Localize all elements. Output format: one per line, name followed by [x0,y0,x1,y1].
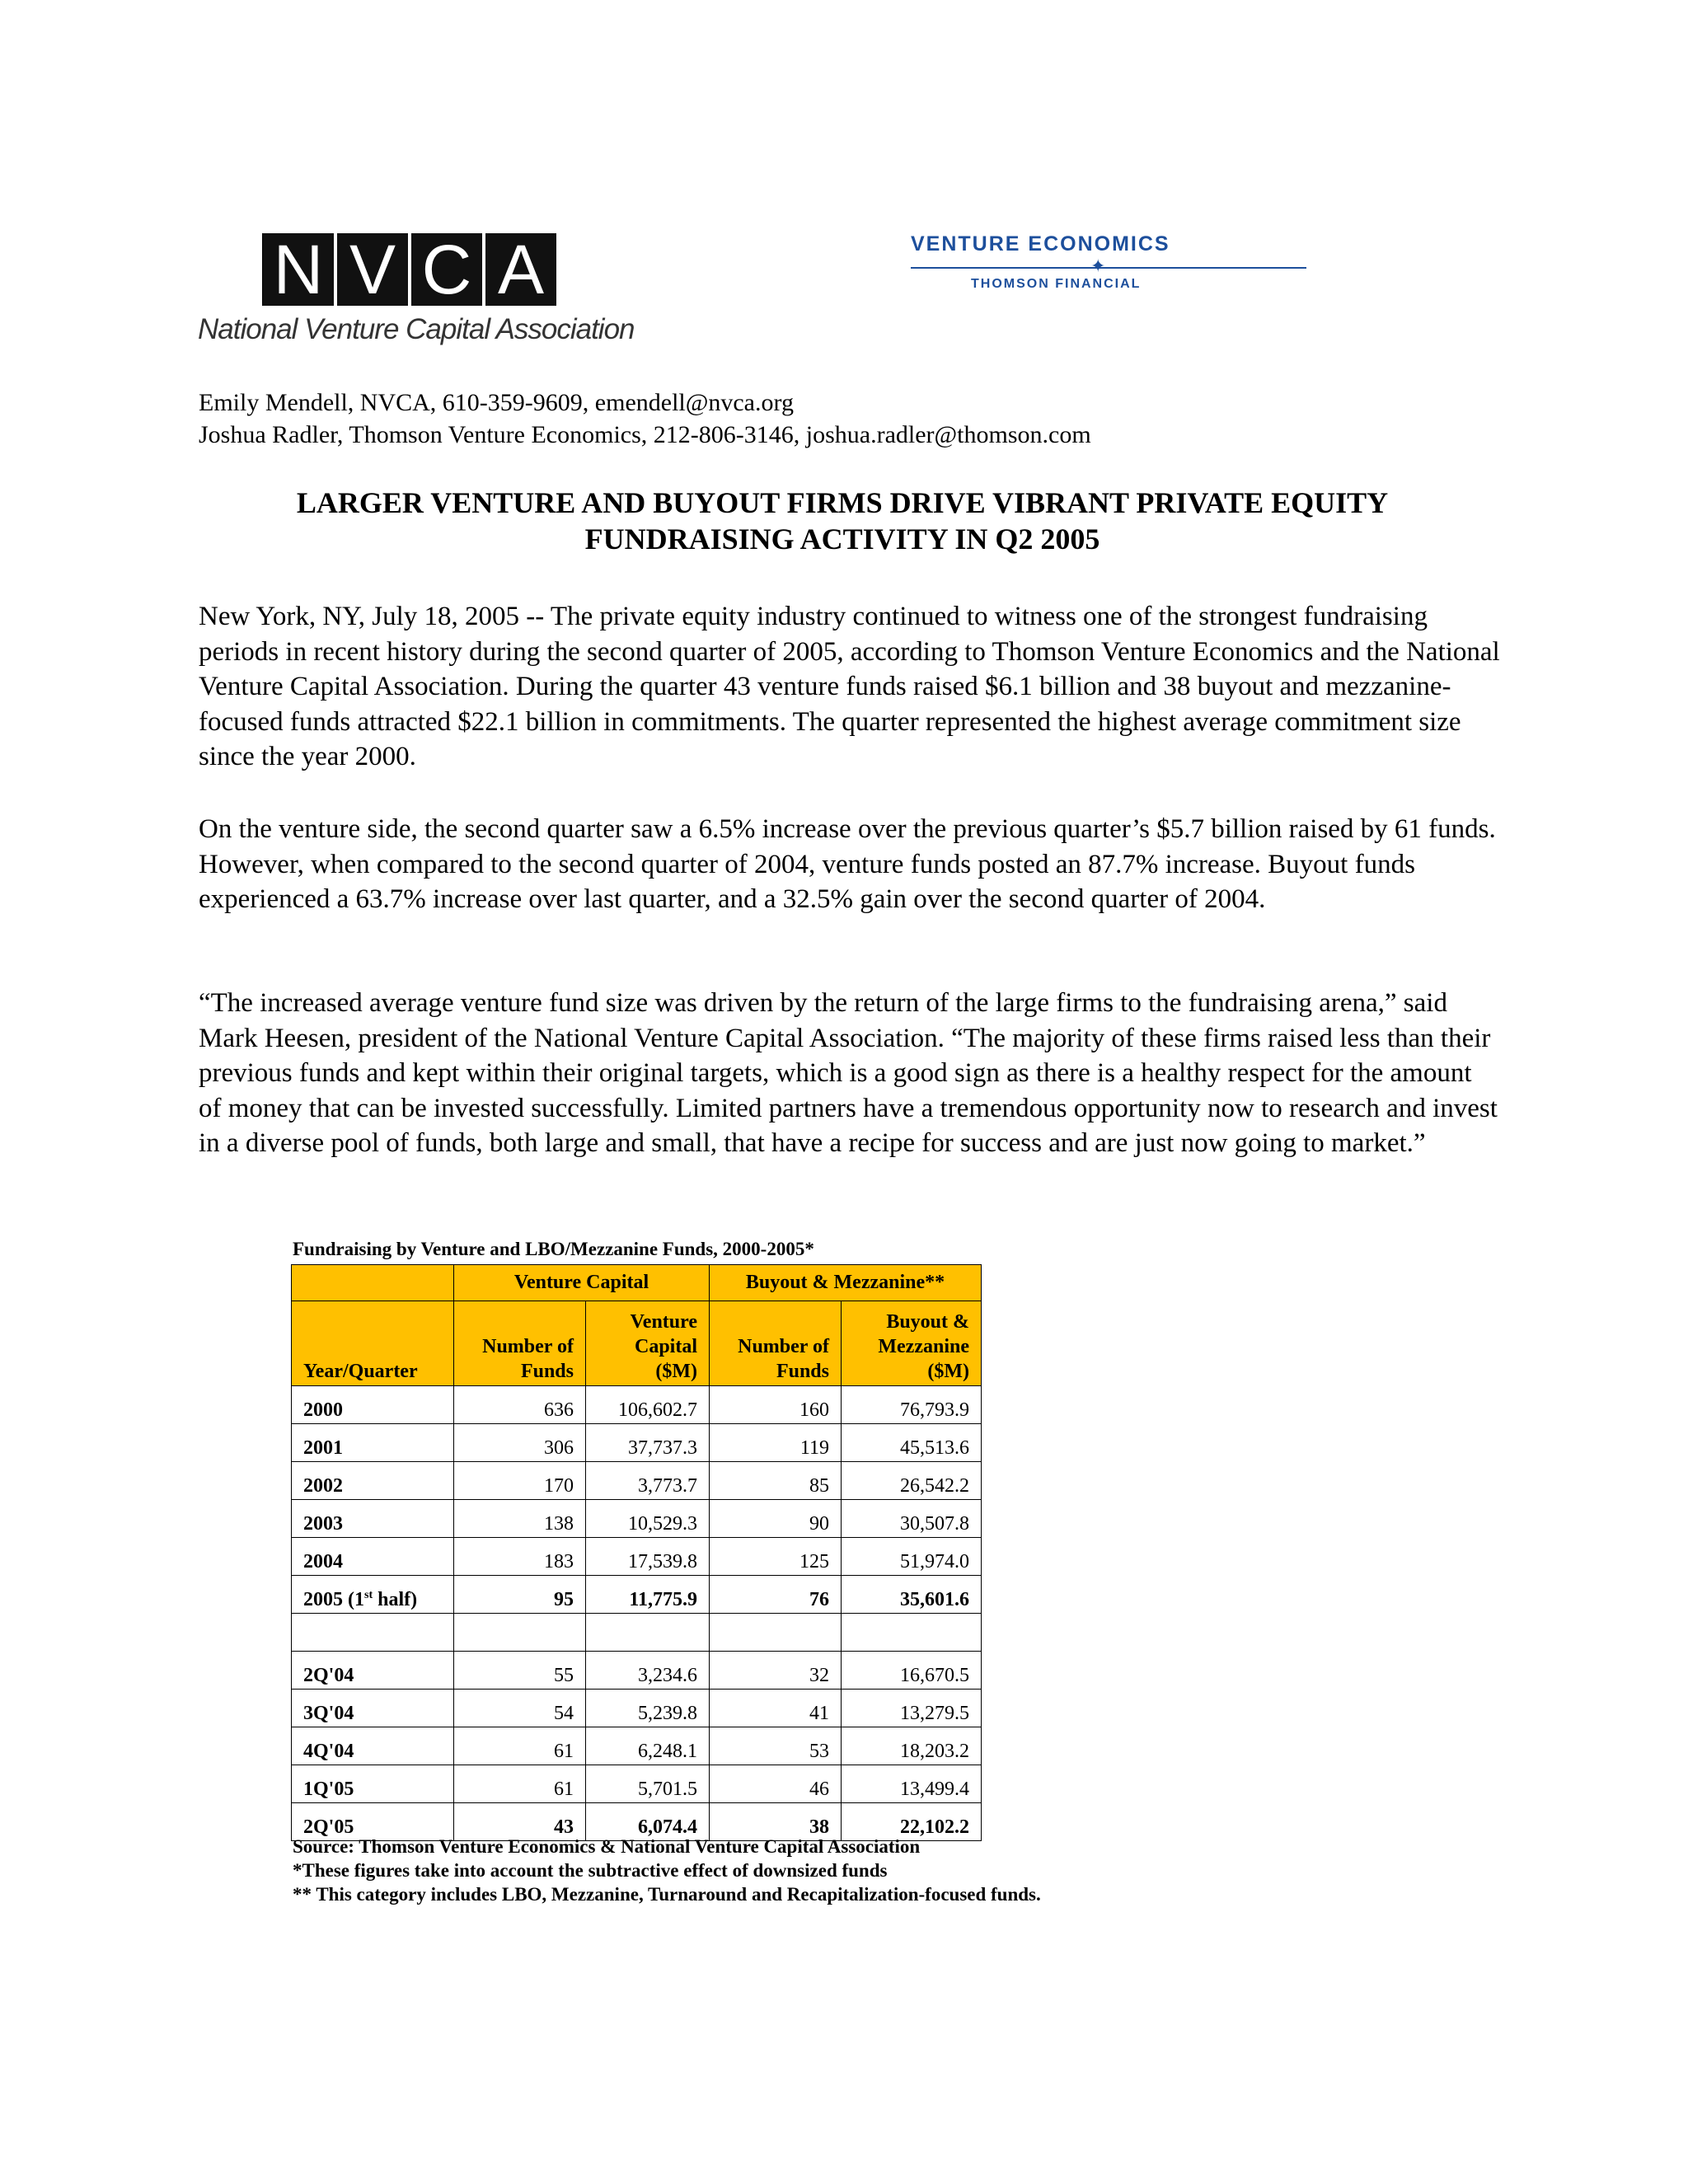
cell-vc-amount: 5,701.5 [586,1765,710,1803]
ve-logo-subtitle: THOMSON FINANCIAL [971,277,1142,291]
row-label [292,1576,454,1614]
cell-vc-amount: 37,737.3 [586,1424,710,1462]
cell-bo-amount: 16,670.5 [842,1652,982,1690]
cell-vc-funds: 636 [454,1386,586,1424]
cell-bo-amount: 18,203.2 [842,1727,982,1765]
spacer-cell [710,1614,842,1652]
row-label-part: half) [373,1589,418,1610]
cell-bo-amount: 22,102.2 [842,1803,982,1841]
header-line: Mezzanine [878,1336,969,1357]
row-label-part: 2005 (1 [303,1589,364,1610]
column-header-bo-amount [842,1301,982,1386]
source-note: Source: Thomson Venture Economics & National Venture Capital Association [293,1836,921,1857]
cell-bo-funds: 85 [710,1462,842,1500]
table-group-header-row [292,1265,982,1301]
table-row [292,1462,982,1500]
header-line: ($M) [927,1361,969,1382]
table-row [292,1500,982,1538]
spacer-cell [842,1614,982,1652]
media-contacts [199,387,1091,451]
table-row [292,1424,982,1462]
column-header-vc-funds [454,1301,586,1386]
body-paragraph: “The increased average venture fund size was driven by the return of the large firms to the fundraising arena,” said Mark Heesen, president of the National Venture Capital Association. “The majority of these firms raised less than their previous funds and kept within their original targets, which is a good sign as there is a healthy respect for the amount of money that can be invested successfully. Limited partners have a tremendous opportunity now to research and invest in a diverse pool of funds, both large and small, that have a recipe for success and are just now going to market.” [199,988,1498,1158]
footnote: ** This category includes LBO, Mezzanine, Turnaround and Recapitalization-focused funds. [293,1884,1041,1905]
venture-economics-logo [907,232,1311,298]
header-line: Buyout & [886,1311,969,1333]
row-label: 3Q'04 [292,1690,454,1727]
nvca-logo [198,231,635,354]
table-row [292,1727,982,1765]
headline-line: LARGER VENTURE AND BUYOUT FIRMS DRIVE VIBRANT PRIVATE EQUITY [296,486,1389,519]
header-blank-cell [292,1265,454,1301]
cell-vc-funds: 306 [454,1424,586,1462]
cell-vc-funds: 54 [454,1690,586,1727]
ve-logo-title: VENTURE ECONOMICS [911,232,1170,255]
nvca-full-name: National Venture Capital Association [198,313,635,345]
cell-vc-amount: 17,539.8 [586,1538,710,1576]
cell-vc-funds: 55 [454,1652,586,1690]
row-label: 4Q'04 [292,1727,454,1765]
headline-line: FUNDRAISING ACTIVITY IN Q2 2005 [584,523,1100,555]
header-line: Funds [776,1361,829,1382]
table-column-header-row [292,1301,982,1386]
cell-bo-funds: 90 [710,1500,842,1538]
cell-bo-amount: 51,974.0 [842,1538,982,1576]
cell-vc-amount: 11,775.9 [586,1576,710,1614]
cell-bo-amount: 30,507.8 [842,1500,982,1538]
column-header-bo-funds [710,1301,842,1386]
table-row [292,1652,982,1690]
nvca-letter-n: N [263,233,337,306]
header-line: Number of [482,1336,574,1357]
cell-bo-amount: 76,793.9 [842,1386,982,1424]
cell-bo-funds: 160 [710,1386,842,1424]
column-header-year-quarter: Year/Quarter [292,1301,454,1386]
header-line: Funds [520,1361,574,1382]
cell-vc-amount: 3,773.7 [586,1462,710,1500]
cell-bo-funds: 46 [710,1765,842,1803]
cell-vc-amount: 3,234.6 [586,1652,710,1690]
table-row-half-year [292,1576,982,1614]
cell-vc-funds: 43 [454,1803,586,1841]
body-paragraph: On the venture side, the second quarter saw a 6.5% increase over the previous quarter’s $5.7 billion raised by 61 funds. However, when compared to the second quarter of 2004, venture funds posted an 87.7% increase. Buyout funds experienced a 63.7% increase over last quarter, and a 32.5% gain over the second quarter of 2004. [199,814,1496,914]
table-row [292,1690,982,1727]
cell-bo-funds: 32 [710,1652,842,1690]
row-label: 2Q'04 [292,1652,454,1690]
cell-bo-amount: 13,279.5 [842,1690,982,1727]
cell-vc-amount: 106,602.7 [586,1386,710,1424]
cell-vc-funds: 61 [454,1765,586,1803]
header-line: ($M) [655,1361,697,1382]
column-header-vc-amount [586,1301,710,1386]
table-row [292,1538,982,1576]
contact-line: Joshua Radler, Thomson Venture Economics, 212-806-3146, joshua.radler@thomson.com [199,421,1091,448]
group-header-buyout-mezzanine: Buyout & Mezzanine** [710,1265,982,1301]
cell-vc-amount: 10,529.3 [586,1500,710,1538]
header-line: Number of [738,1336,829,1357]
ve-logo-rule [911,267,1306,269]
nvca-letter-c: C [411,233,485,306]
footnote: *These figures take into account the subtractive effect of downsized funds [293,1860,888,1881]
table-title: Fundraising by Venture and LBO/Mezzanine Funds, 2000-2005* [293,1239,814,1259]
cell-bo-funds: 53 [710,1727,842,1765]
row-label-superscript: st [364,1589,373,1601]
spacer-cell [454,1614,586,1652]
cell-vc-amount: 5,239.8 [586,1690,710,1727]
cell-bo-funds: 125 [710,1538,842,1576]
row-label: 2003 [292,1500,454,1538]
spacer-cell [292,1614,454,1652]
table-footnotes [293,1835,1041,1906]
nvca-letter-v: V [337,233,411,306]
cell-vc-funds: 61 [454,1727,586,1765]
group-header-venture-capital: Venture Capital [454,1265,710,1301]
cell-vc-amount: 6,074.4 [586,1803,710,1841]
nvca-letter-a: A [485,233,556,306]
row-label: 2000 [292,1386,454,1424]
table-row [292,1386,982,1424]
row-label: 2001 [292,1424,454,1462]
body-paragraph: New York, NY, July 18, 2005 -- The private equity industry continued to witness one of the strongest fundraising periods in recent history during the second quarter of 2005, according to Thomson Venture Economics and the National Venture Capital Association. During the quarter 43 venture funds raised $6.1 billion and 38 buyout and mezzanine-focused funds attracted $22.1 billion in commitments. The quarter represented the highest average commitment size since the year 2000. [199,602,1500,771]
row-label: 2Q'05 [292,1803,454,1841]
row-label: 2002 [292,1462,454,1500]
header-line: Capital [634,1336,697,1357]
cell-bo-amount: 26,542.2 [842,1462,982,1500]
headline [199,485,1486,557]
fundraising-table [291,1264,982,1841]
cell-bo-amount: 45,513.6 [842,1424,982,1462]
row-label: 1Q'05 [292,1765,454,1803]
cell-vc-funds: 138 [454,1500,586,1538]
cell-vc-funds: 95 [454,1576,586,1614]
cell-vc-funds: 170 [454,1462,586,1500]
spacer-cell [586,1614,710,1652]
header-line: Venture [630,1311,697,1333]
nvca-letter-boxes [262,233,556,306]
cell-bo-funds: 76 [710,1576,842,1614]
cell-bo-amount: 35,601.6 [842,1576,982,1614]
cell-bo-funds: 41 [710,1690,842,1727]
cell-vc-amount: 6,248.1 [586,1727,710,1765]
star-icon: ✦ [1090,256,1106,277]
contact-line: Emily Mendell, NVCA, 610-359-9609, emendell@nvca.org [199,389,794,416]
table-row [292,1765,982,1803]
cell-vc-funds: 183 [454,1538,586,1576]
table-spacer-row [292,1614,982,1652]
cell-bo-funds: 38 [710,1803,842,1841]
row-label: 2004 [292,1538,454,1576]
cell-bo-funds: 119 [710,1424,842,1462]
cell-bo-amount: 13,499.4 [842,1765,982,1803]
